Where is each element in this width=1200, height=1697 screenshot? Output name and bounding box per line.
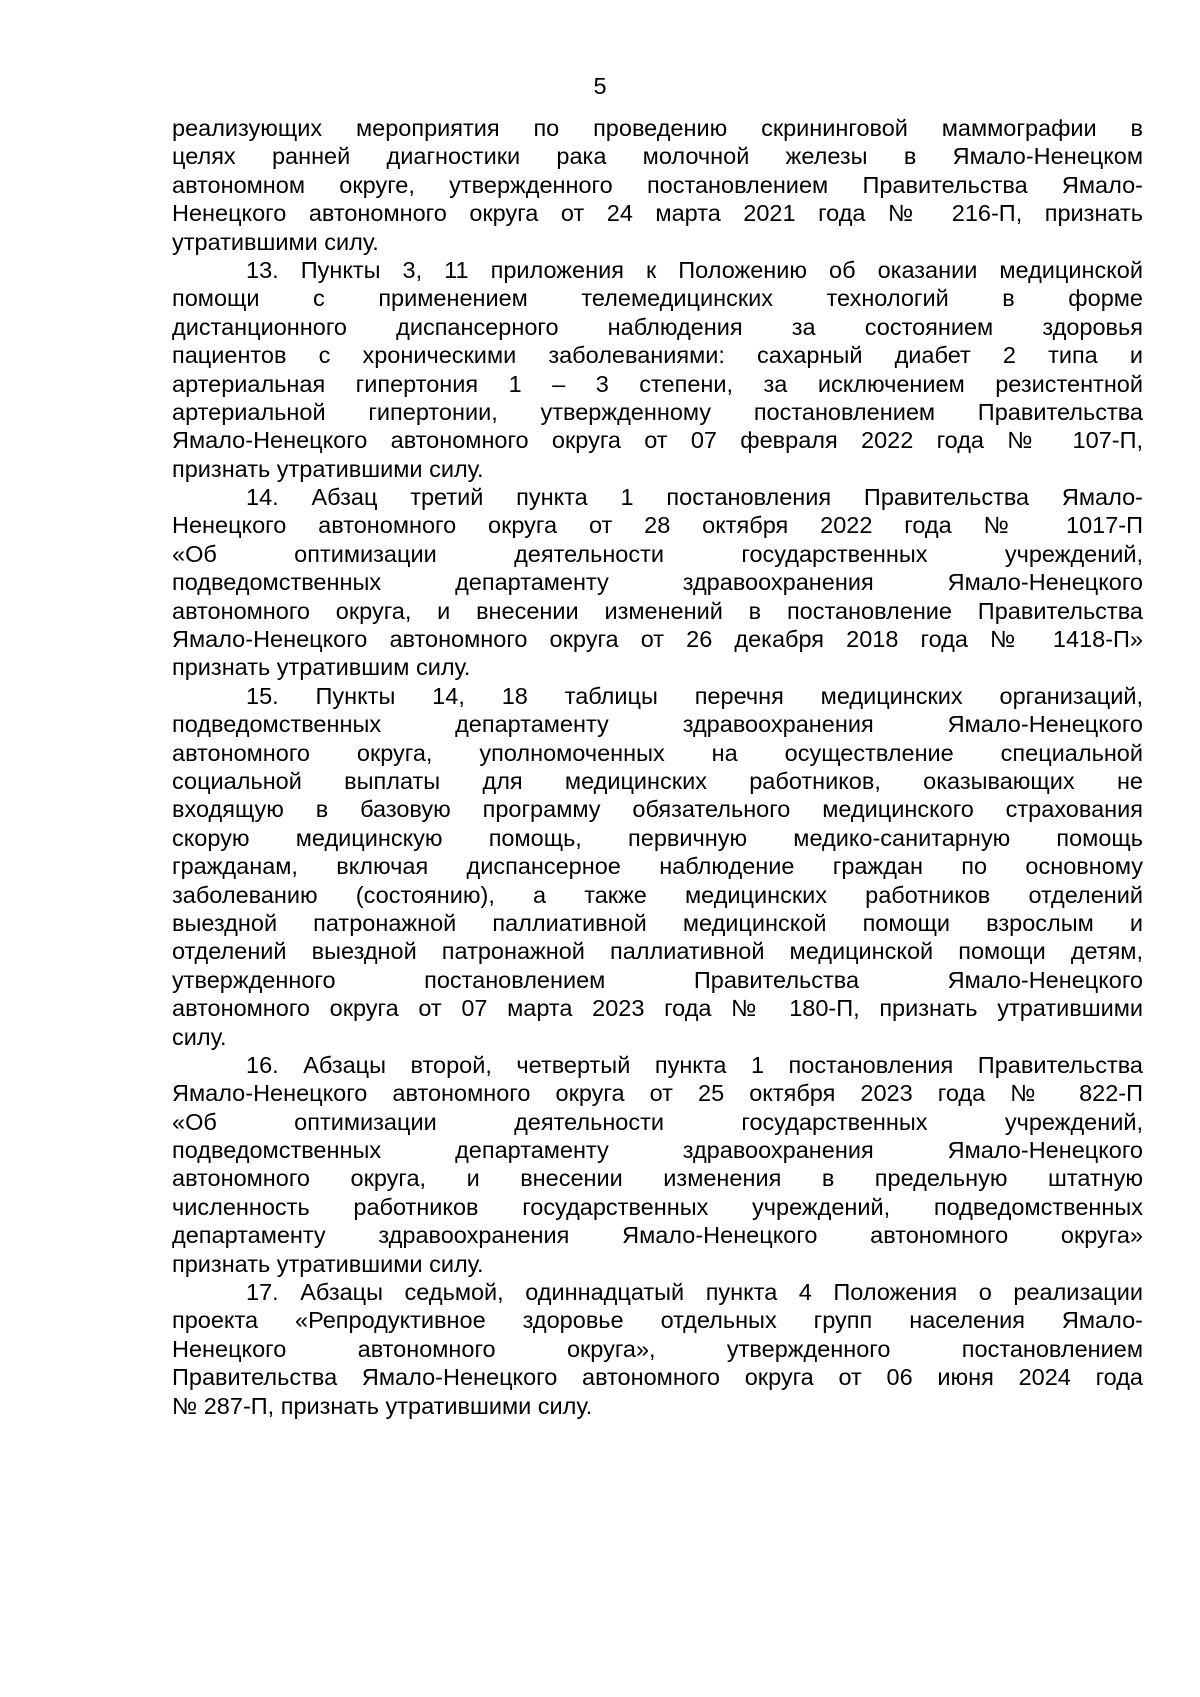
text-line: артериальной гипертонии, утвержденному постановлением Правительства	[172, 398, 1143, 425]
text-line: Правительства Ямало-Ненецкого автономного округа от 06 июня 2024 года	[172, 1364, 1143, 1391]
text-line: 14. Абзац третий пункта 1 постановления Правительства Ямало-	[246, 484, 1143, 511]
text-line: гражданам, включая диспансерное наблюдение граждан по основному	[172, 853, 1143, 880]
text-line: социальной выплаты для медицинских работников, оказывающих не	[172, 767, 1143, 794]
text-line: 15. Пункты 14, 18 таблицы перечня медицинских организаций,	[246, 682, 1143, 709]
text-line: численность работников государственных учреждений, подведомственных	[172, 1193, 1143, 1220]
text-line: артериальная гипертония 1 – 3 степени, за исключением резистентной	[172, 370, 1143, 397]
text-line: силу.	[172, 1023, 227, 1050]
paragraph-17	[172, 1278, 1143, 1420]
text-line: 13. Пункты 3, 11 приложения к Положению об оказании медицинской	[246, 256, 1143, 283]
text-line: подведомственных департаменту здравоохранения Ямало-Ненецкого	[172, 1137, 1143, 1164]
text-line: целях ранней диагностики рака молочной железы в Ямало-Ненецком	[172, 143, 1143, 170]
text-line: 17. Абзацы седьмой, одиннадцатый пункта 4 Положения о реализации	[246, 1279, 1143, 1306]
text-line: автономного округа, и внесении изменений в постановление Правительства	[172, 597, 1143, 624]
document-body	[172, 114, 1143, 1420]
text-line: Ямало-Ненецкого автономного округа от 07 февраля 2022 года № 107-П,	[172, 427, 1143, 454]
text-line: Ямало-Ненецкого автономного округа от 25 октября 2023 года № 822-П	[172, 1080, 1143, 1107]
text-line: автономного округа, уполномоченных на осуществление специальной	[172, 739, 1143, 766]
text-line: утратившими силу.	[172, 228, 379, 255]
text-line: признать утратившими силу.	[172, 1250, 484, 1277]
text-line: признать утратившим силу.	[172, 654, 471, 681]
text-line: скорую медицинскую помощь, первичную медико-санитарную помощь	[172, 824, 1143, 851]
text-line: автономного округа, и внесении изменения в предельную штатную	[172, 1165, 1143, 1192]
text-line: помощи с применением телемедицинских технологий в форме	[172, 285, 1143, 312]
text-line: признать утратившими силу.	[172, 455, 484, 482]
text-line: заболеванию (состоянию), а также медицинских работников отделений	[172, 881, 1143, 908]
text-line: Ненецкого автономного округа от 28 октября 2022 года № 1017-П	[172, 512, 1143, 539]
paragraph-14	[172, 483, 1143, 682]
text-line: Ненецкого автономного округа от 24 марта 2021 года № 216-П, признать	[172, 200, 1143, 227]
page-number: 5	[593, 73, 607, 99]
text-line: реализующих мероприятия по проведению скрининговой маммографии в	[172, 115, 1143, 141]
text-line: дистанционного диспансерного наблюдения за состоянием здоровья	[172, 313, 1143, 340]
text-line: «Об оптимизации деятельности государственных учреждений,	[172, 1108, 1143, 1135]
text-line: автономного округа от 07 марта 2023 года № 180-П, признать утратившими	[172, 995, 1143, 1022]
text-line: Ненецкого автономного округа», утвержденного постановлением	[172, 1335, 1143, 1362]
paragraph-16	[172, 1051, 1143, 1278]
text-line: подведомственных департаменту здравоохранения Ямало-Ненецкого	[172, 711, 1143, 738]
text-line: № 287-П, признать утратившими силу.	[172, 1392, 593, 1419]
text-line: автономном округе, утвержденного постановлением Правительства Ямало-	[172, 171, 1143, 198]
text-line: подведомственных департаменту здравоохранения Ямало-Ненецкого	[172, 569, 1143, 596]
text-line: департаменту здравоохранения Ямало-Ненецкого автономного округа»	[172, 1222, 1143, 1249]
text-line: входящую в базовую программу обязательного медицинского страхования	[172, 796, 1143, 823]
text-line: пациентов с хроническими заболеваниями: сахарный диабет 2 типа и	[172, 342, 1143, 369]
text-line: «Об оптимизации деятельности государственных учреждений,	[172, 540, 1143, 567]
paragraph-13	[172, 256, 1143, 483]
text-line: выездной патронажной паллиативной медицинской помощи взрослым и	[172, 909, 1143, 936]
text-line: отделений выездной патронажной паллиативной медицинской помощи детям,	[172, 938, 1143, 965]
text-line: 16. Абзацы второй, четвертый пункта 1 постановления Правительства	[246, 1051, 1143, 1078]
paragraph-12-continuation	[172, 114, 1143, 256]
text-line: Ямало-Ненецкого автономного округа от 26 декабря 2018 года № 1418-П»	[172, 626, 1143, 653]
text-line: утвержденного постановлением Правительства Ямало-Ненецкого	[172, 966, 1143, 993]
paragraph-15	[172, 682, 1143, 1051]
text-line: проекта «Репродуктивное здоровье отдельных групп населения Ямало-	[172, 1307, 1143, 1334]
